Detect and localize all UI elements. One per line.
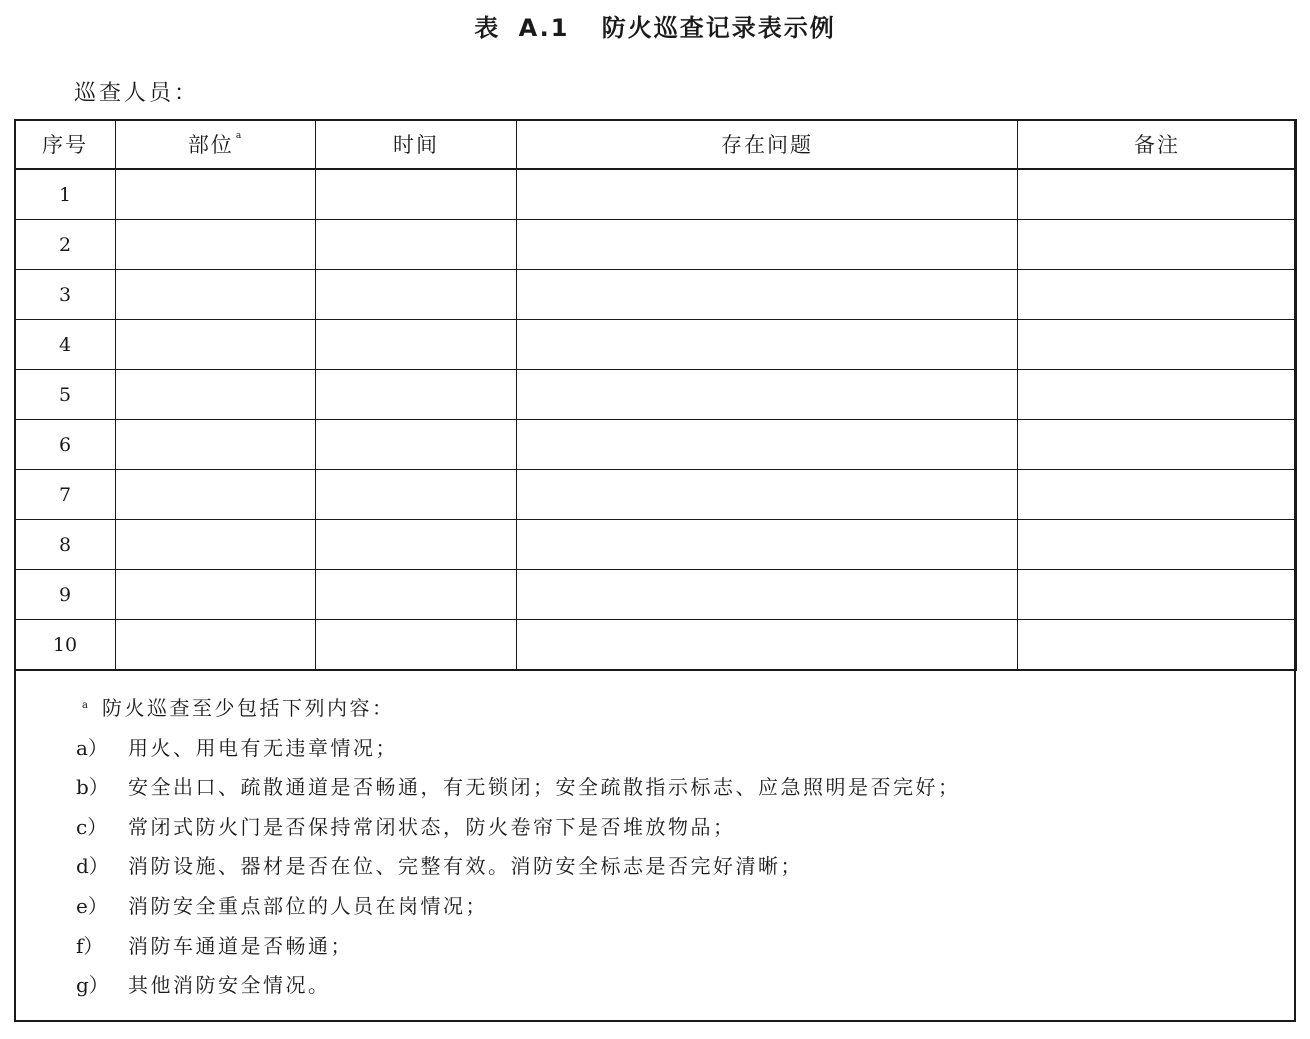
header-row [15,120,1297,170]
footnote-marker: a [82,700,91,711]
table-row [15,370,1297,420]
table-row [15,470,1297,520]
cell-remarks[interactable] [1018,320,1297,370]
cell-location[interactable] [116,520,316,570]
cell-time[interactable] [316,320,517,370]
row-index: 4 [15,320,116,370]
table-row [15,320,1297,370]
table-row [15,270,1297,320]
footnote-ref: a [235,131,244,141]
cell-issues[interactable] [517,570,1018,620]
cell-location[interactable] [116,570,316,620]
cell-location[interactable] [116,370,316,420]
footnote-item: a） 用火、用电有无违章情况； [76,735,398,760]
caption-number: A.1 [518,14,570,42]
cell-time[interactable] [316,620,517,671]
table-row [15,420,1297,470]
cell-issues[interactable] [517,169,1018,220]
cell-location[interactable] [116,270,316,320]
row-index: 3 [15,270,116,320]
row-index: 2 [15,220,116,270]
inspector-label: 巡查人员： [74,81,200,106]
cell-remarks[interactable] [1018,620,1297,671]
cell-issues[interactable] [517,320,1018,370]
footnote-item: e） 消防安全重点部位的人员在岗情况； [76,893,488,918]
caption-text: 防火巡查记录表示例 [601,14,836,42]
cell-remarks[interactable] [1018,370,1297,420]
cell-issues[interactable] [517,370,1018,420]
col-header-index: 序号 [15,120,116,170]
patrol-record-table [14,119,1297,671]
cell-remarks[interactable] [1018,270,1297,320]
cell-time[interactable] [316,220,517,270]
cell-location[interactable] [116,320,316,370]
table-row [15,570,1297,620]
table-row [15,620,1297,671]
cell-issues[interactable] [517,420,1018,470]
cell-time[interactable] [316,169,517,220]
row-index: 8 [15,520,116,570]
col-header-time: 时间 [316,120,517,170]
footnote-item: d） 消防设施、器材是否在位、完整有效。消防安全标志是否完好清晰； [76,854,803,879]
cell-remarks[interactable] [1018,420,1297,470]
cell-remarks[interactable] [1018,570,1297,620]
table-row [15,169,1297,220]
cell-time[interactable] [316,370,517,420]
cell-remarks[interactable] [1018,470,1297,520]
footnote-item: b） 安全出口、疏散通道是否畅通，有无锁闭；安全疏散指示标志、应急照明是否完好； [76,775,961,800]
cell-location[interactable] [116,470,316,520]
cell-location[interactable] [116,220,316,270]
col-header-remarks: 备注 [1018,120,1297,170]
col-header-location: 部位 $^a$ [116,120,316,170]
row-index: 9 [15,570,116,620]
cell-remarks[interactable] [1018,169,1297,220]
row-index: 6 [15,420,116,470]
row-index: 7 [15,470,116,520]
footnote-item: c） 常闭式防火门是否保持常闭状态，防火卷帘下是否堆放物品； [76,814,736,839]
caption-prefix: 表 [474,14,501,42]
cell-location[interactable] [116,620,316,671]
footnote-intro: a 防火巡查至少包括下列内容： [76,693,961,733]
table-caption [0,8,1310,43]
cell-remarks[interactable] [1018,220,1297,270]
row-index: 1 [15,169,116,220]
cell-time[interactable] [316,270,517,320]
cell-time[interactable] [316,470,517,520]
cell-issues[interactable] [517,220,1018,270]
col-header-issues: 存在问题 [517,120,1018,170]
cell-time[interactable] [316,420,517,470]
cell-time[interactable] [316,570,517,620]
row-index: 5 [15,370,116,420]
cell-location[interactable] [116,420,316,470]
cell-issues[interactable] [517,270,1018,320]
footnote-item: g） 其他消防安全情况。 [76,973,331,998]
table-row [15,520,1297,570]
footnote-item: f） 消防车通道是否畅通； [76,933,353,958]
table-row [15,220,1297,270]
cell-issues[interactable] [517,520,1018,570]
cell-remarks[interactable] [1018,520,1297,570]
cell-time[interactable] [316,520,517,570]
cell-issues[interactable] [517,620,1018,671]
cell-location[interactable] [116,169,316,220]
cell-issues[interactable] [517,470,1018,520]
footnote-section [76,693,961,1010]
row-index: 10 [15,620,116,671]
